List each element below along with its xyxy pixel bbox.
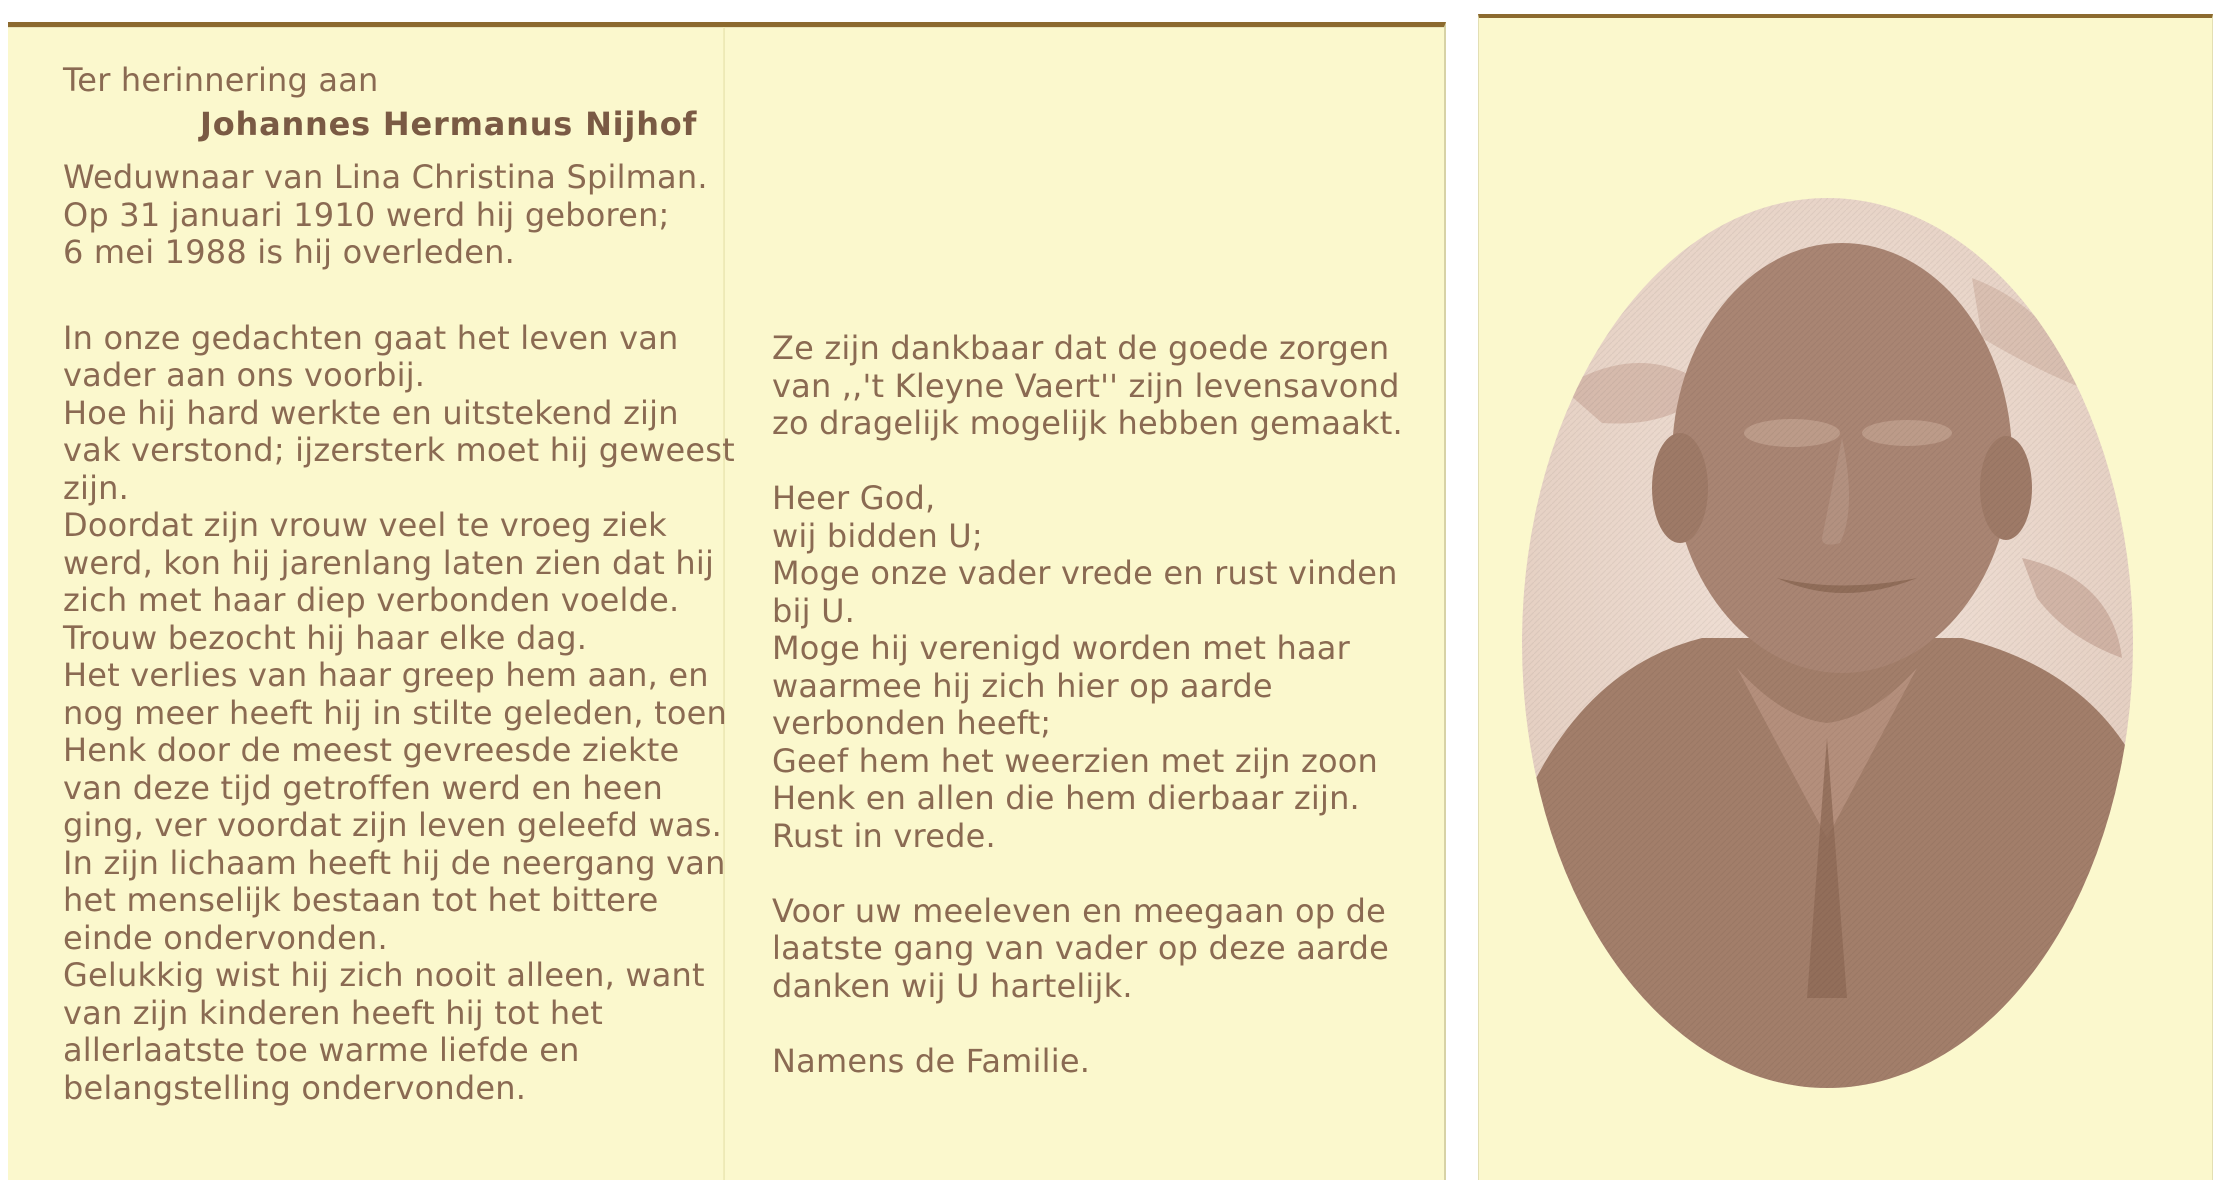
- thanks-care-line: Ze zijn dankbaar dat de goede zorgen: [772, 329, 1390, 367]
- text-line: allerlaatste toe warme liefde en: [63, 1031, 580, 1069]
- prayer-line: Geef hem het weerzien met zijn zoon: [772, 741, 1378, 780]
- text-line: einde ondervonden.: [63, 918, 388, 957]
- text-line: zich met haar diep verbonden voelde.: [63, 581, 680, 619]
- thanks-care-line: zo dragelijk mogelijk hebben gemaakt.: [772, 404, 1403, 442]
- thanks-care-line: van ,,'t Kleyne Vaert'' zijn levensavond: [772, 366, 1400, 405]
- text-line: belangstelling ondervonden.: [63, 1068, 527, 1107]
- prayer-line: Henk en allen die hem dierbaar zijn.: [772, 779, 1360, 817]
- text-line: Hoe hij hard werkte en uitstekend zijn: [63, 393, 679, 432]
- text-line: Henk door de meest gevreesde ziekte: [63, 731, 680, 769]
- text-line: ging, ver voordat zijn leven geleefd was.: [63, 806, 722, 844]
- prayer-line: bij U.: [772, 591, 856, 630]
- text-line: Het verlies van haar greep hem aan, en: [63, 656, 709, 694]
- thanks-support-line: Voor uw meeleven en meegaan op de: [772, 891, 1387, 930]
- portrait-photo: [1522, 198, 2133, 1088]
- text-line: van zijn kinderen heeft hij tot het: [63, 993, 603, 1032]
- bio-line: 6 mei 1988 is hij overleden.: [63, 233, 516, 271]
- text-line: van deze tijd getroffen werd en heen: [63, 768, 663, 807]
- text-line: vak verstond; ijzersterk moet hij geweest: [63, 431, 735, 469]
- left-text-column: [63, 62, 735, 1107]
- bio-line: Weduwnaar van Lina Christina Spilman.: [63, 158, 708, 196]
- right-text-column: [772, 330, 1403, 1080]
- intro-line: Ter herinnering aan: [63, 61, 379, 99]
- prayer-line: Rust in vrede.: [772, 816, 996, 855]
- family-signature: Namens de Familie.: [772, 1041, 1091, 1080]
- text-line: werd, kon hij jarenlang laten zien dat hij: [63, 543, 715, 582]
- text-line: Gelukkig wist hij zich nooit alleen, want: [63, 956, 705, 994]
- text-line: In onze gedachten gaat het leven van: [63, 318, 679, 357]
- thanks-support-line: danken wij U hartelijk.: [772, 966, 1133, 1005]
- prayer-line: Moge hij verenigd worden met haar: [772, 629, 1350, 667]
- thanks-support-line: laatste gang van vader op deze aarde: [772, 929, 1390, 967]
- text-line: Doordat zijn vrouw veel te vroeg ziek: [63, 506, 667, 544]
- bio-line: Op 31 januari 1910 werd hij geboren;: [63, 195, 670, 234]
- prayer-line: Heer God,: [772, 479, 936, 517]
- prayer-line: waarmee hij zich hier op aarde: [772, 666, 1273, 705]
- text-line: nog meer heeft hij in stilte geleden, toen: [63, 693, 727, 732]
- text-line: het menselijk bestaan tot het bittere: [63, 881, 659, 919]
- prayer-line: Moge onze vader vrede en rust vinden: [772, 554, 1398, 592]
- prayer-line: verbonden heeft;: [772, 704, 1052, 742]
- text-line: vader aan ons voorbij.: [63, 356, 426, 394]
- text-line: In zijn lichaam heeft hij de neergang van: [63, 843, 726, 882]
- text-line: Trouw bezocht hij haar elke dag.: [63, 618, 588, 657]
- deceased-name: Johannes Hermanus Nijhof: [200, 104, 698, 143]
- text-line: zijn.: [63, 468, 130, 507]
- prayer-line: wij bidden U;: [772, 516, 983, 555]
